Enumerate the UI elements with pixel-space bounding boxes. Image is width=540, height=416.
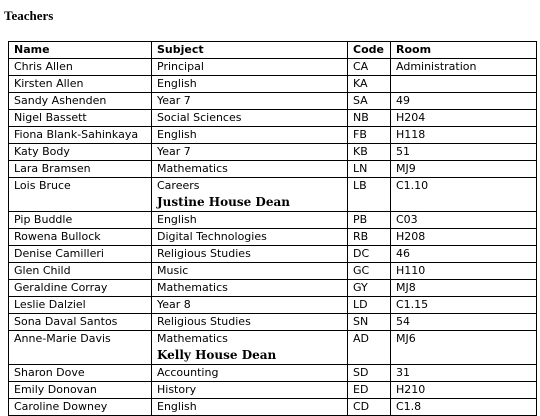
cell-name: Fiona Blank-Sahinkaya [9, 127, 152, 144]
table-row [9, 161, 537, 178]
house-dean-label: Justine House Dean [157, 195, 290, 209]
cell-name: Denise Camilleri [9, 246, 152, 263]
cell-name: Emily Donovan [9, 382, 152, 399]
table-row [9, 399, 537, 416]
cell-code: AD [348, 331, 391, 365]
cell-code: NB [348, 110, 391, 127]
cell-name: Anne-Marie Davis [9, 331, 152, 365]
cell-subject: Mathematics [152, 161, 348, 178]
cell-room: 46 [391, 246, 537, 263]
cell-room: MJ6 [391, 331, 537, 365]
cell-room: 51 [391, 144, 537, 161]
cell-room: MJ8 [391, 280, 537, 297]
cell-room: H208 [391, 229, 537, 246]
table-row [9, 314, 537, 331]
table-row [9, 93, 537, 110]
cell-room: 54 [391, 314, 537, 331]
cell-code: GC [348, 263, 391, 280]
cell-name: Lara Bramsen [9, 161, 152, 178]
page-title: Teachers [4, 8, 54, 23]
column-header-code: Code [348, 42, 391, 59]
cell-code: RB [348, 229, 391, 246]
cell-room: 31 [391, 365, 537, 382]
cell-subject: Music [152, 263, 348, 280]
cell-subject: Year 7 [152, 144, 348, 161]
cell-room: H204 [391, 110, 537, 127]
cell-subject: Religious Studies [152, 314, 348, 331]
table-row [9, 229, 537, 246]
cell-code: GY [348, 280, 391, 297]
cell-name: Sona Daval Santos [9, 314, 152, 331]
cell-code: KB [348, 144, 391, 161]
cell-name: Leslie Dalziel [9, 297, 152, 314]
table-row [9, 76, 537, 93]
column-header-room: Room [391, 42, 537, 59]
cell-code: ED [348, 382, 391, 399]
cell-subject: Mathematics [152, 280, 348, 297]
table-row [9, 127, 537, 144]
cell-name: Rowena Bullock [9, 229, 152, 246]
cell-code: PB [348, 212, 391, 229]
table-row [9, 280, 537, 297]
table-row [9, 297, 537, 314]
cell-name: Glen Child [9, 263, 152, 280]
cell-subject: Accounting [152, 365, 348, 382]
cell-room: C1.10 [391, 178, 537, 212]
table-row [9, 365, 537, 382]
cell-room: 49 [391, 93, 537, 110]
cell-name: Pip Buddle [9, 212, 152, 229]
cell-name: Chris Allen [9, 59, 152, 76]
table-row [9, 144, 537, 161]
cell-subject: English [152, 127, 348, 144]
cell-code: FB [348, 127, 391, 144]
cell-code: SN [348, 314, 391, 331]
table-row [9, 263, 537, 280]
cell-room: H110 [391, 263, 537, 280]
cell-subject: Digital Technologies [152, 229, 348, 246]
column-header-subject: Subject [152, 42, 348, 59]
subject-text: Careers [157, 179, 200, 192]
cell-name: Caroline Downey [9, 399, 152, 416]
teachers-table [8, 41, 537, 416]
cell-name: Lois Bruce [9, 178, 152, 212]
table-row [9, 382, 537, 399]
table-row [9, 110, 537, 127]
cell-room: MJ9 [391, 161, 537, 178]
cell-subject: English [152, 76, 348, 93]
table-row [9, 178, 537, 212]
cell-subject: Religious Studies [152, 246, 348, 263]
cell-subject: Year 7 [152, 93, 348, 110]
cell-code: CD [348, 399, 391, 416]
column-header-name: Name [9, 42, 152, 59]
cell-subject: Principal [152, 59, 348, 76]
cell-name: Geraldine Corray [9, 280, 152, 297]
cell-room [391, 76, 537, 93]
cell-name: Sharon Dove [9, 365, 152, 382]
cell-subject [152, 331, 348, 365]
cell-code: LN [348, 161, 391, 178]
cell-code: LD [348, 297, 391, 314]
cell-subject: English [152, 399, 348, 416]
cell-subject: Social Sciences [152, 110, 348, 127]
cell-subject: History [152, 382, 348, 399]
cell-subject [152, 178, 348, 212]
cell-room: C03 [391, 212, 537, 229]
cell-subject: English [152, 212, 348, 229]
cell-name: Katy Body [9, 144, 152, 161]
subject-text: Mathematics [157, 332, 228, 345]
cell-code: SD [348, 365, 391, 382]
house-dean-label: Kelly House Dean [157, 348, 277, 362]
cell-code: DC [348, 246, 391, 263]
cell-name: Kirsten Allen [9, 76, 152, 93]
table-header-row [9, 42, 537, 59]
table-row [9, 59, 537, 76]
cell-name: Nigel Bassett [9, 110, 152, 127]
cell-room: H210 [391, 382, 537, 399]
cell-room: C1.15 [391, 297, 537, 314]
cell-code: CA [348, 59, 391, 76]
table-row [9, 331, 537, 365]
table-row [9, 246, 537, 263]
cell-room: Administration [391, 59, 537, 76]
cell-name: Sandy Ashenden [9, 93, 152, 110]
table-row [9, 212, 537, 229]
cell-room: C1.8 [391, 399, 537, 416]
cell-subject: Year 8 [152, 297, 348, 314]
cell-code: KA [348, 76, 391, 93]
cell-code: SA [348, 93, 391, 110]
cell-code: LB [348, 178, 391, 212]
cell-room: H118 [391, 127, 537, 144]
